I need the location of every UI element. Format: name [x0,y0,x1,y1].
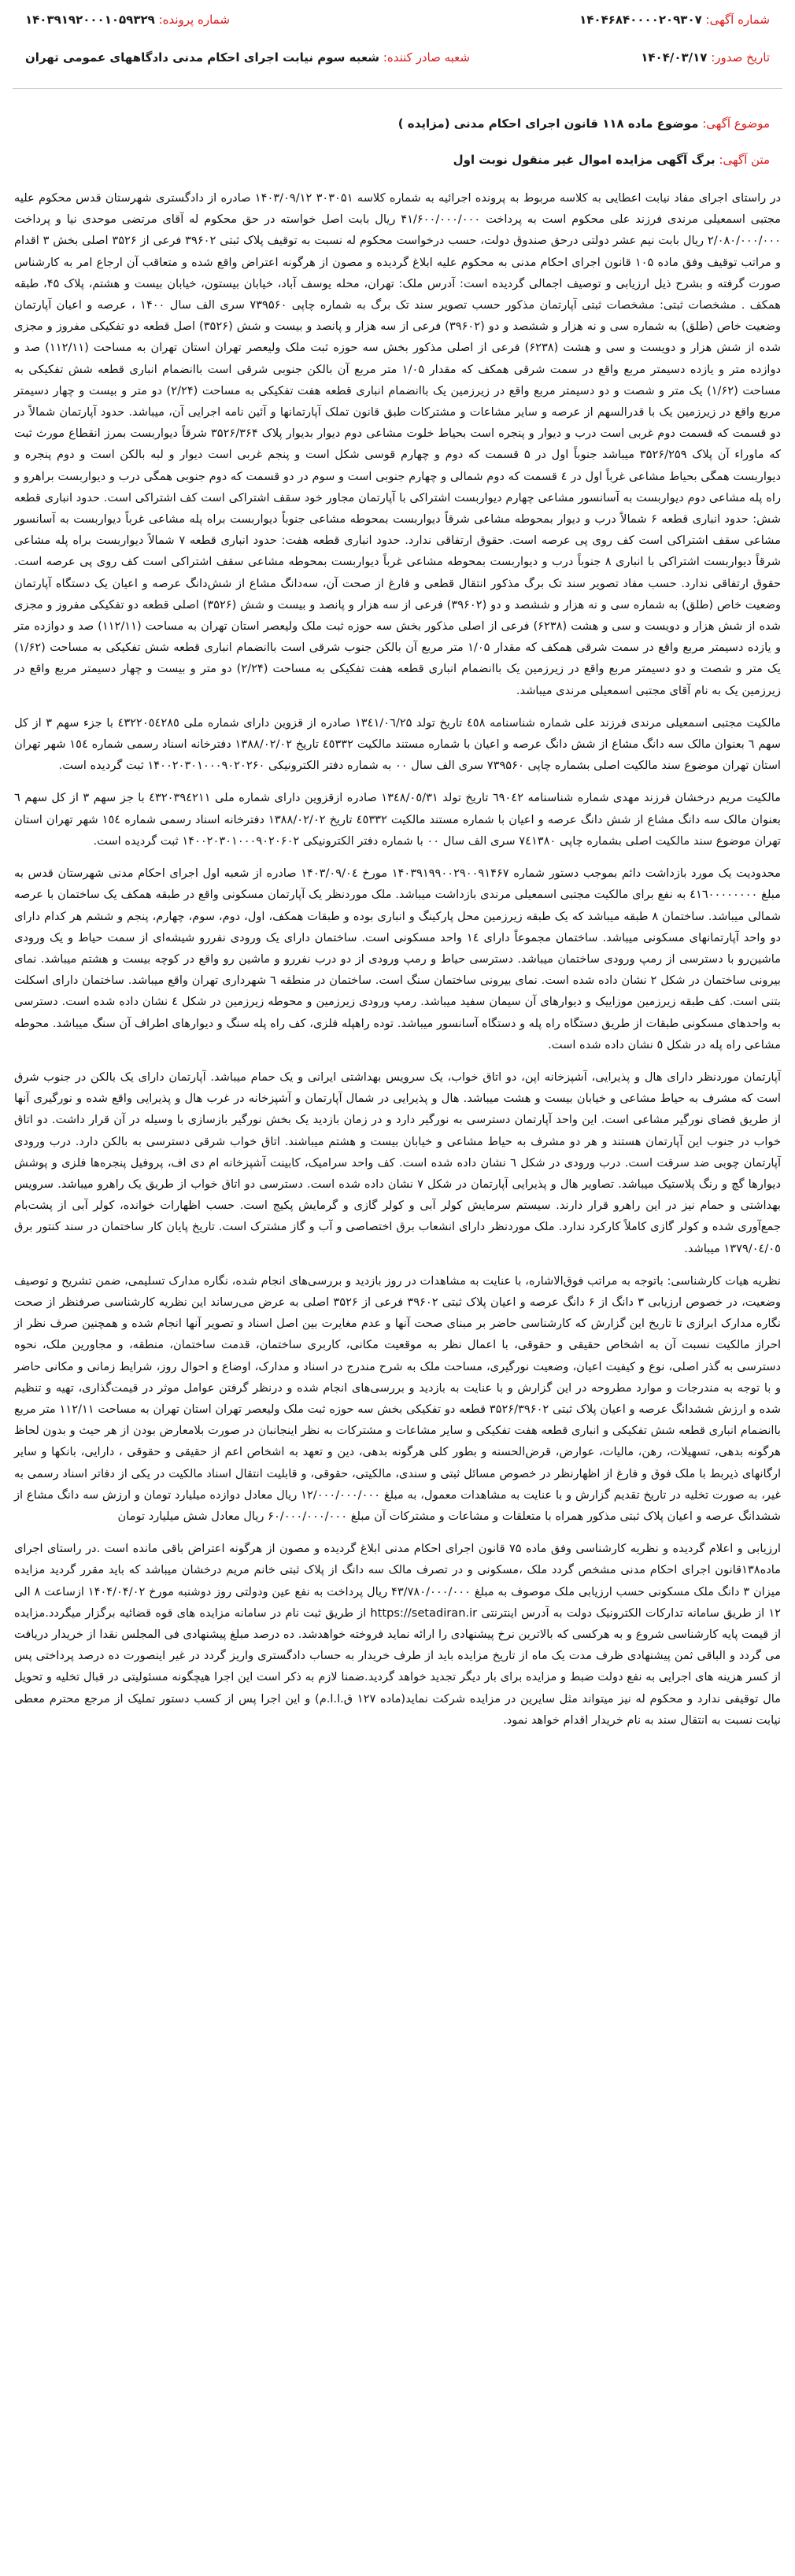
text-row [453,151,770,168]
meta-block [13,87,782,181]
issuer: شعبه سوم نیابت اجرای احکام مدنی دادگاههای عمومی تهران [25,50,380,65]
body-paragraph-3: مالکیت مریم درخشان فرزند مهدی شماره شناسنامه ٦٩٠٤٢ تاریخ تولد ۱۳٤٨/۰٥/۳۱ صادره ازقزوین دارای شماره ملی ٤٣٢٠٣٩٤٢١١ با جز سهم ۳ از کل سهم ٦ بعنوان مالک سه دانگ مشاع از شش دانگ عرصه و اعیان با شماره مستند مالکیت ٤٥٣٣٢ تاریخ ۱۳۸۸/۰۲/۰۲ دفترخانه اسناد رسمی شماره ۱٥٤ شهر تهران استان تهران موضوع سند مالکیت اصلی بشماره چاپی ۷٤۱۳۸۰ سری الف سال ۰۰ با شماره دفتر الکترونیکی ۱۴۰۰۲۰۳۰۱۰۰۰۹۰۲۰۶۰۲ ثبت گردیده است. [14,791,781,848]
issue-date-row [641,49,770,66]
ad-number-row [579,11,770,28]
body-paragraph-5: آپارتمان موردنظر دارای هال و پذیرایی، آشپزخانه اپن، دو اتاق خواب، یک سرویس بهداشتی ایرانی و یک حمام میباشد. آپارتمان دارای یک بالکن در جنوب شرق است که مشرف به حیاط مشاعی و خیابان بیست و هشت میباشد. هال و پذیرایی در شمال آپارتمان و آشپزخانه در غرب هال و پذیرایی واقع شده و نورگیری آنها از طریق فضای نورگیر مشاعی است. این واحد آپارتمان دسترسی به نورگیر دارد و در زمان بازدید یک بخش نورگیر بازسازی با وسیله در آن قرار داشت. دو اتاق خواب در جنوب این آپارتمان هستند و هر دو مشرف به حیاط مشاعی و خیابان بیست و هشتم میباشند. اتاق خواب شرقی دسترسی به بالکن دارد. درب ورودی آپارتمان چوبی ضد سرقت است. درب ورودی در شکل ٦ نشان داده شده است. کف واحد سرامیک، کابینت آشپزخانه ام دی اف، پروفیل پنجره‌ها فلزی و پوشش دیوارها گچ و رنگ پلاستیک میباشد. تصاویر هال و پذیرایی آپارتمان در شکل ۷ نشان داده شده است. دسترسی دو اتاق خواب از طریق یک راهرو میباشد. سرویس بهداشتی و حمام نیز در این راهرو قرار دارند. سیستم سرمایش کولر آبی و کولر گازی و گرمایش پکیج است. حسب اظهارات خوانده، کولر آبی از پشت‌بام جمع‌آوری شده و کولر گازی کاملاً کارکرد ندارد. ملک موردنظر دارای انشعاب برق اختصاصی و آب و گاز مشترک است. تاریخ پایان کار ساختمان در سند کنتور برق ۱۳۷۹/۰٤/۰٥ میباشد. [14,1070,781,1255]
text-label: متن آگهی: [719,153,770,167]
subject-row [398,115,770,132]
issuer-label: شعبه صادر کننده: [383,50,470,65]
body-paragraph-6: نظریه هیات کارشناسی: باتوجه به مراتب فوق‌الاشاره، با عنایت به مشاهدات در روز بازدید و بررسی‌های انجام شده، نگاره مدارک تسلیمی، ضمن تشریح و توصیف وضعیت، در خصوص ارزیابی ۳ دانگ از ۶ دانگ عرصه و اعیان پلاک ثبتی ۳۹۶۰۲ فرعی از ۳۵۲۶ اصلی به عرض می‌رساند این نظریه کارشناسی صرفنظر از صحت نگاره مدارک ابرازی تا تاریخ این گزارش که کارشناسی حاضر بر مبنای صحت آنها و عدم مغایرت بین اصل اسناد و تصویر آنها انجام شده و همچنین صرف نظر از احراز مالکیت نسبت آن به اشخاص حقیقی و حقوقی، با اعمال نظر به موقعیت مکانی، کاربری ساختمان، قدمت ساختمان، منطقه، و مجاورین ملک، نحوه دسترسی به گذر اصلی، نوع و کیفیت اعیان، وضعیت نورگیری، مساحت ملک به شرح مندرج در اسناد و مدارک، اوضاع و احوال روز، شرایط زمانی و مکانی حاضر و با توجه به مندرجات و موارد مطروحه در این گزارش و با عنایت به بازدید و بررسی‌های انجام شده و درنظر گرفتن عوامل موثر در قیمت‌گذاری، تهیه و تنظیم شده و ارزش ششدانگ عرصه و اعیان پلاک ثبتی ۳۵۲۶/۳۹۶۰۲ قطعه دو تفکیکی بخش سه حوزه ثبت ملک ولیعصر تهران استان تهران به مساحت ۱۱۲/۱۱ متر مربع باانضمام انباری قطعه شش تفکیکی و انباری قطعه هفت تفکیکی و سایر مشاعات و مشترکات به نظر اینجانبان در صورت بلامعارض بودن از هر حیث و بدون لحاظ هرگونه بدهی، تسهیلات، رهن، مالیات، عوارض، قرض‌الحسنه و بطور کلی هرگونه بدهی، دین و تعهد به اشخاص اعم از حقیقی و حقوقی ، دارایی، بانکها و سایر ارگانهای ذیربط با ملک فوق و فارغ از اظهارنظر در خصوص مسائل ثبتی و سندی، مالکیتی، حقوقی، و قابلیت انتقال اسناد مالکیت در یکی از دفاتر اسناد رسمی به غیر، به صورت تخلیه در تاریخ تقدیم گزارش و با عنایت به مشاهدات معمول، به مبلغ ۱۲/۰۰۰/۰۰۰/۰۰۰ ریال معادل دوازده میلیارد تومان و ارزش سه دانگ مشاع از ششدانگ عرصه و اعیان پلاک ثبتی مذکور همراه با متعلقات و مشاعات و مشترکات آن مبلغ ۶۰/۰۰۰/۰۰۰/۰۰۰ ریال معادل شش میلیارد تومان [14,1273,782,1523]
body-paragraph-1: در راستای اجرای مفاد نیابت اعطایی به کلاسه مربوط به پرونده اجرائیه به شماره کلاسه ۳۰۳۰۵۱ ۱۴۰۳/۰۹/۱۲ صادره از دادگستری شهرستان قدس محکوم علیه مجتبی اسمعیلی مرندی فرزند علی محکوم است به پرداخت ۴۱/۶۰۰/۰۰۰/۰۰۰ ریال بابت اصل خواسته در حق محکوم له آقای مرتضی موحدی نیا و پرداخت ۲/۰۸۰/۰۰۰/۰۰۰ ریال بابت نیم عشر دولتی درحق صندوق دولت، حسب درخواست محکوم له نسبت به توقیف پلاک ثبتی ۳۹۶۰۲ فرعی از ۳۵۲۶ اصلی بخش ۳ اقدام و مراتب توقیف وفق ماده ۱۰۵ قانون اجرای احکام مدنی به محکوم علیه ابلاغ گردیده و مصون از هرگونه اعتراض واقع شده و متعاقب آن ارجاع امر به کارشناس صورت گرفته و بشرح ذیل ارزیابی و توصیف اجمالی گردیده است: آدرس ملک: تهران، محله یوسف آباد، خیابان بیستون، خیابان بیست و هشتم، پلاک ۴۵، طبقه همکف . مشخصات ثبتی: مشخصات ثبتی آپارتمان مذکور حسب تصویر سند تک برگ به شماره چاپی ۷۳۹۵۶۰ سری الف سال ۱۴۰۰ ، عرصه و اعیان آپارتمان وضعیت خاص (طلق) به شماره سی و نه هزار و ششصد و دو (۳۹۶۰۲) فرعی از سه هزار و پانصد و بیست و شش (۳۵۲۶) اصل قطعه دو تفکیکی مفروز و مجزی شده از شش هزار و دویست و سی و هشت (۶۲۳۸) فرعی از اصلی مذکور بخش سه حوزه ثبت ملک ولیعصر تهران استان تهران به مساحت (۱۱۲/۱۱) صد و دوازده متر و یازده دسیمتر مربع واقع در سمت شرقی همکف که مقدار ۱/۰۵ متر مربع آن بالکن جنوبی شرقی است باانضمام انباری قطعه شش تفکیکی به مساحت (۱/۶۲) یک متر و شصت و دو دسیمتر مربع واقع در زیرزمین یک باانضمام انباری قطعه هفت تفکیکی به مساحت (۲/۲۴) دو متر و بیست و چهار دسیمتر مربع واقع در زیرزمین یک با قدرالسهم از عرصه و سایر مشاعات و مشترکات طبق قانون تملک آپارتمانها و آئین نامه اجرایی آن، میباشد. حدود آپارتمان شمالاً در دو قسمت که قسمت دوم غربی است درب و دیوار و پنجره است بحیاط خلوت مشاعی دوم دیوار بدیوار پلاک ۳۵۲۶/۳۶۴ شرقاً دیواربست بمرز انقطاع مورث ثبت که ماوراء آن پلاک ۳۵۲۶/۲۵۹ میباشد جنوباً اول در ۵ قسمت که دوم و چهارم قوسی شکل است و پنجم غربی است دیوار و لبه بالکن است و دوم پنجره و دیواربست همگی بحیاط مشاعی غرباً اول در ٤ قسمت که دوم شمالی و چهارم جنوبی است و سوم در دو قسمت که دوم جنوبی همگی درب و دیواربست براهرو و راه پله مشاعی دوم دیواربست به آسانسور مشاعی چهارم دیواربست اشتراکی با آپارتمان مجاور خود سقف اشتراکی است کف اشتراکی است. حدود انباری قطعه شش: حدود انباری قطعه ۶ شمالاً درب و دیوار بمحوطه مشاعی شرقاً دیواربست بمحوطه مشاعی جنوباً دیواربست براه پله مشاعی غرباً دیواربست به آسانسور مشاعی سقف اشتراکی است کف روی پی عرصه است. حقوق ارتفاقی ندارد. حدود انباری قطعه هفت: حدود انباری قطعه ۷ شمالاً دیواربست براه پله مشاعی شرقاً دیواربست اشتراکی با انباری ۸ جنوباً درب و دیواربست بمحوطه مشاعی غرباً دیواربست بمحوطه مشاعی سقف اشتراکی است کف روی پی عرصه است. حقوق ارتفاقی ندارد. حسب مفاد تصویر سند تک برگ مذکور انتقال قطعی و فارغ از صحت آن، سه‌دانگ مشاع از شش‌دانگ عرصه و اعیان یک دستگاه آپارتمان وضعیت خاص (طلق) به شماره سی و نه هزار و ششصد و دو (۳۹۶۰۲) فرعی از سه هزار و پانصد و بیست و شش (۳۵۲۶) اصلی قطعه دو تفکیکی مفروز و مجزی شده از شش هزار و دویست و سی و هشت (۶۲۳۸) فرعی از اصلی مذکور بخش سه حوزه ثبت ملک ولیعصر استان تهران به مساحت (۱۱۲/۱۱) صد و دوازده متر و یازده دسیمتر مربع واقع در سمت شرقی همکف که مقدار ۱/۰۵ متر مربع آن بالکن جنوب شرقی است باانضمام انباری قطعه شش تفکیکی به مساحت (۱/۶۲) یک متر و شصت و دو دسیمتر مربع واقع در زیرزمین یک باانضمام انباری قطعه هفت تفکیکی به مساحت (۲/۲۴) دو متر و بیست و چهار دسیمتر مربع واقع در زیرزمین یک به نام آقای مجتبی اسمعیلی مرندی میباشد. [14,191,782,697]
body-paragraph-7: ارزیابی و اعلام گردیده و نظریه کارشناسی وفق ماده ۷۵ قانون اجرای احکام مدنی ابلاغ گردیده و مصون از هرگونه اعتراض باقی مانده است .در راستای اجرای ماده۱۳۸قانون اجرای احکام مدنی مشخص گردد ملک ،مسکونی و در تصرف مالک سه دانگ از پلاک ثبتی خانم مریم درخشان میباشد که باید مقرر گردید مزایده میزان ۳ دانگ ملک مسکونی حسب ارزیابی ملک موصوف به مبلغ ۴۳/۷۸۰/۰۰۰/۰۰۰ ریال پرداخت به نفع عین ودولتی روز دوشنبه مورخ ۱۴۰۴/۰۴/۰۲ ازساعت ۸ الی ۱۲ از طریق سامانه تدارکات الکترونیک دولت به آدرس اینترنتی https://setadiran.ir از طریق ثبت نام در سامانه مزایده های قوه قضائیه برگزار میگردد.مزایده از قیمت پایه کارشناسی شروع و به هرکسی که بالاترین نرخ پیشنهادی را ارائه نماید فروخته خواهدشد. ده درصد مبلغ پیشنهادی فی المجلس نقدا از خریدار دریافت می گردد و الباقی ثمن پیشنهادی ظرف مدت یک ماه از تاریخ مزایده باید از طرف خریدار به حساب دادگستری واریز گردد در غیر اینصورت ده درصد پرداختی پس از کسر هزینه های اجرایی به نفع دولت ضبط و مزایده برای بار دیگر تجدید خواهد گردید.ضمنا لازم به ذکر است این اجرا هیچگونه مسئولیتی در قبال تخلیه و تحویل مال توقیفی ندارد و محکوم له نیز میتواند مثل سایرین در مزایده شرکت نماید(ماده ۱۲۷ ق.ا.ا.م) و این اجرا پس از کسب دستور تملیک از مرجع محترم معطی نیابت نسبت به انتقال سند به نام خریدار اقدام خواهد نمود. [14,1542,781,1727]
issue-date-label: تاریخ صدور: [711,50,770,65]
case-number-row [25,11,230,28]
header-block [13,0,782,87]
subject: موضوع ماده ۱۱۸ قانون اجرای احکام مدنی (مزایده ) [398,116,699,131]
ad-number-label: شماره آگهی: [705,13,770,27]
subject-label: موضوع آگهی: [702,116,770,131]
announcement-body [13,187,782,1731]
body-paragraph-4: محدودیت یک مورد بازداشت دائم بموجب دستور شماره ۱۴۰۳۹۱۹۹۰۰۲۹۰۰۹۱۴۶۷ مورخ ۱۴۰۳/۰۹/۰٤ صادره از شعبه اول اجرای احکام مدنی شهرستان قدس به مبلغ ٤١٦٠٠٠٠٠٠٠٠ به نفع برای مالکیت مجتبی اسمعیلی مرندی بازداشت میباشد. ملک موردنظر یک آپارتمان مسکونی واقع در طبقه همکف یک ساختمان با عرصه شمالی میباشد. ساختمان ۸ طبقه میباشد که یک طبقه زیرزمین محل پارکینگ و انباری بوده و طبقات همکف، اول، دوم، سوم، چهارم، پنجم و ششم هر کدام دارای دو واحد آپارتمانهای مسکونی میباشد. ساختمان مجموعاً دارای ۱٤ واحد مسکونی است. ساختمان دارای یک ورودی نفررو شیشه‌ای از سمت حیاط و یک ورودی ماشین‌رو با دسترسی از رمپ ورودی ساختمان میباشد. دسترسی حیاط و رمپ ورودی از دو درب نفررو و ماشین رو واقع در کوچه بیست و هشتم میباشد. نمای بیرونی ساختمان در شکل ٢ نشان داده شده است. نمای بیرونی ساختمان سنگ است. ساختمان در منطقه ٦ شهرداری تهران واقع میباشد. ساختمان دارای اسکلت بتنی است. کف طبقه زیرزمین موزاییک و دیوارهای آن سیمان سفید میباشد. رمپ ورودی زیرزمین و محوطه زیرزمین در شکل ٤ نشان داده شده است. دسترسی به واحدهای مسکونی طبقات از طریق دستگاه راه پله و دستگاه آسانسور میباشد. توده راهپله فلزی، کف راه پله سنگ و دیوارهای اطراف آن سنگ میباشد. محوطه مشاعی راه پله در شکل ٥ نشان داده شده است. [14,867,782,1051]
case-number-label: شماره پرونده: [158,13,230,27]
issuer-row [25,49,470,66]
ad-number: ۱۴۰۴۶۸۴۰۰۰۰۲۰۹۳۰۷ [579,13,702,27]
body-paragraph-2: مالکیت مجتبی اسمعیلی مرندی فرزند علی شماره شناسنامه ٤٥٨ تاریخ تولد ۱۳٤۱/۰٦/۲۵ صادره از قزوین دارای شماره ملی ٤٣٢٢٠٥٤٢٨٥ با جزء سهم ۳ از کل سهم ٦ بعنوان مالک سه دانگ مشاع از شش دانگ عرصه و اعیان با شماره مستند مالکیت ٤٥٣٣٢ تاریخ ۱۳۸۸/۰۲/۰۲ دفترخانه اسناد رسمی شماره ١٥٤ شهر تهران استان تهران موضوع سند مالکیت اصلی بشماره چاپی ۷۳۹۵۶۰ سری الف سال ۰۰ به شماره دفتر الکترونیکی ۱۴۰۰۲۰۳۰۱۰۰۰۹۰۲۰۲۶۰ ثبت گردیده است. [14,715,781,773]
issue-date: ۱۴۰۴/۰۳/۱۷ [641,50,708,65]
ad-title: برگ آگهی مزایده اموال غیر منقول نوبت اول [453,153,716,167]
case-number: ۱۴۰۳۹۱۹۲۰۰۰۱۰۵۹۳۲۹ [25,13,155,27]
